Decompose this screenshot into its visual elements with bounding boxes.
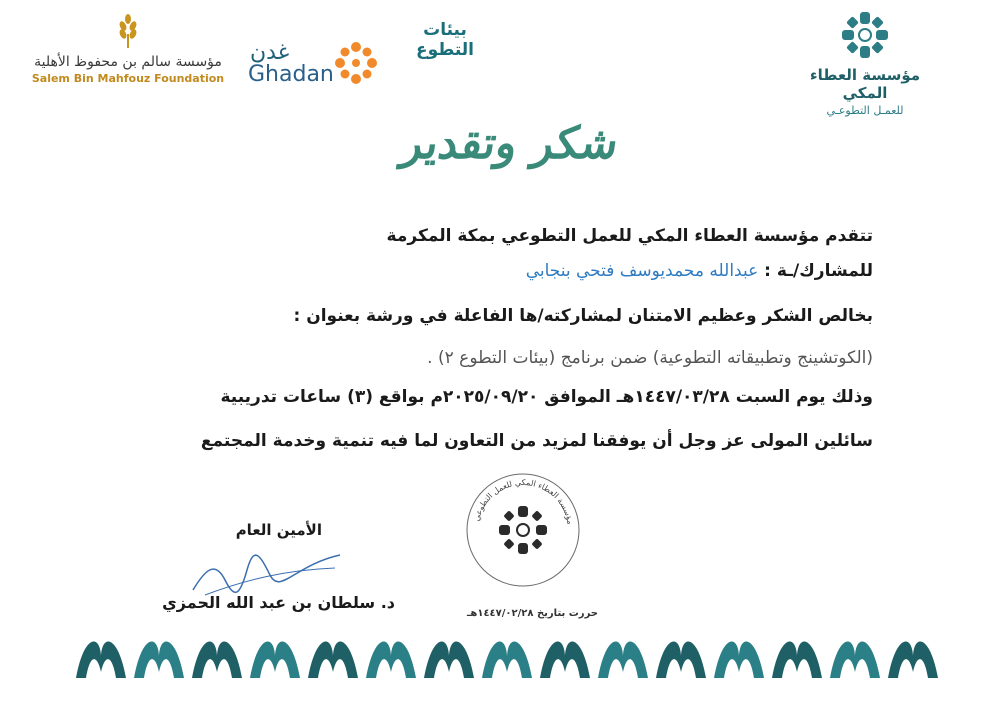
ataa-foundation-logo xyxy=(790,10,940,117)
issued-date: حررت بتاريخ ١٤٤٧/٠٢/٢٨هـ xyxy=(466,608,598,619)
wheat-icon xyxy=(117,14,139,48)
salem-arabic-name: مؤسسة سالم بن محفوظ الأهلية xyxy=(34,54,222,70)
participant-name: عبدالله محمديوسف فتحي بنجابي xyxy=(525,261,759,281)
band-motif xyxy=(598,642,648,678)
ghadan-english: Ghadan xyxy=(248,62,334,87)
band-motif xyxy=(308,642,358,678)
salem-bin-mahfouz-logo xyxy=(28,14,228,85)
band-motif xyxy=(656,642,706,678)
prayer-line: سائلين المولى عز وجل أن يوفقنا لمزيد من التعاون لما فيه تنمية وخدمة المجتمع xyxy=(200,431,873,451)
handwritten-signature xyxy=(185,540,345,600)
signatory-title: الأمين العام xyxy=(235,521,322,539)
band-motif xyxy=(888,642,938,678)
ghadan-flower-icon xyxy=(333,40,379,86)
band-motif xyxy=(76,642,126,678)
official-stamp xyxy=(460,470,586,590)
decorative-bottom-band xyxy=(72,628,942,684)
workshop-line: (الكوتشينج وتطبيقاته التطوعية) ضمن برنامج (بيئات التطوع ٢) . xyxy=(427,348,873,368)
band-motif xyxy=(830,642,880,678)
band-motif xyxy=(250,642,300,678)
band-motif xyxy=(192,642,242,678)
band-motif xyxy=(134,642,184,678)
participant-label: للمشارك/ـة : xyxy=(764,261,873,281)
band-motif xyxy=(540,642,590,678)
ataa-emblem-icon xyxy=(840,10,890,60)
date-line: وذلك يوم السبت ١٤٤٧/٠٣/٢٨هـ الموافق ٢٠٢٥/٠٩/٢٠م بواقع (٣) ساعات تدريبية xyxy=(220,387,873,407)
band-motif xyxy=(714,642,764,678)
band-motif xyxy=(772,642,822,678)
ataa-subtitle: للعمـل التطوعـي xyxy=(826,104,904,117)
participant-line xyxy=(113,260,873,282)
stamp-ring-text: مؤسسة العطاء المكي للعمل التطوعي xyxy=(471,477,575,526)
salem-english-name: Salem Bin Mahfouz Foundation xyxy=(31,72,225,85)
ataa-name: مؤسسة العطاء المكي xyxy=(809,66,921,102)
signatory-name: د. سلطان بن عبد الله الحمزي xyxy=(162,593,395,612)
certificate-title: شكر وتقدير xyxy=(398,118,622,169)
band-motif xyxy=(424,642,474,678)
ghadan-arabic: غدن xyxy=(250,40,290,65)
band-motif xyxy=(482,642,532,678)
thanks-line: بخالص الشكر وعظيم الامتنان لمشاركته/ها الفاعلة في ورشة بعنوان : xyxy=(293,306,873,326)
organization-line: تتقدم مؤسسة العطاء المكي للعمل التطوعي بمكة المكرمة xyxy=(386,226,873,246)
bayanat-line1: بيئات xyxy=(423,20,467,40)
band-motif xyxy=(366,642,416,678)
ghadan-logo xyxy=(245,40,385,88)
bayanat-line2: التطوع xyxy=(416,40,474,60)
bayanat-altatawu-logo xyxy=(405,20,485,60)
